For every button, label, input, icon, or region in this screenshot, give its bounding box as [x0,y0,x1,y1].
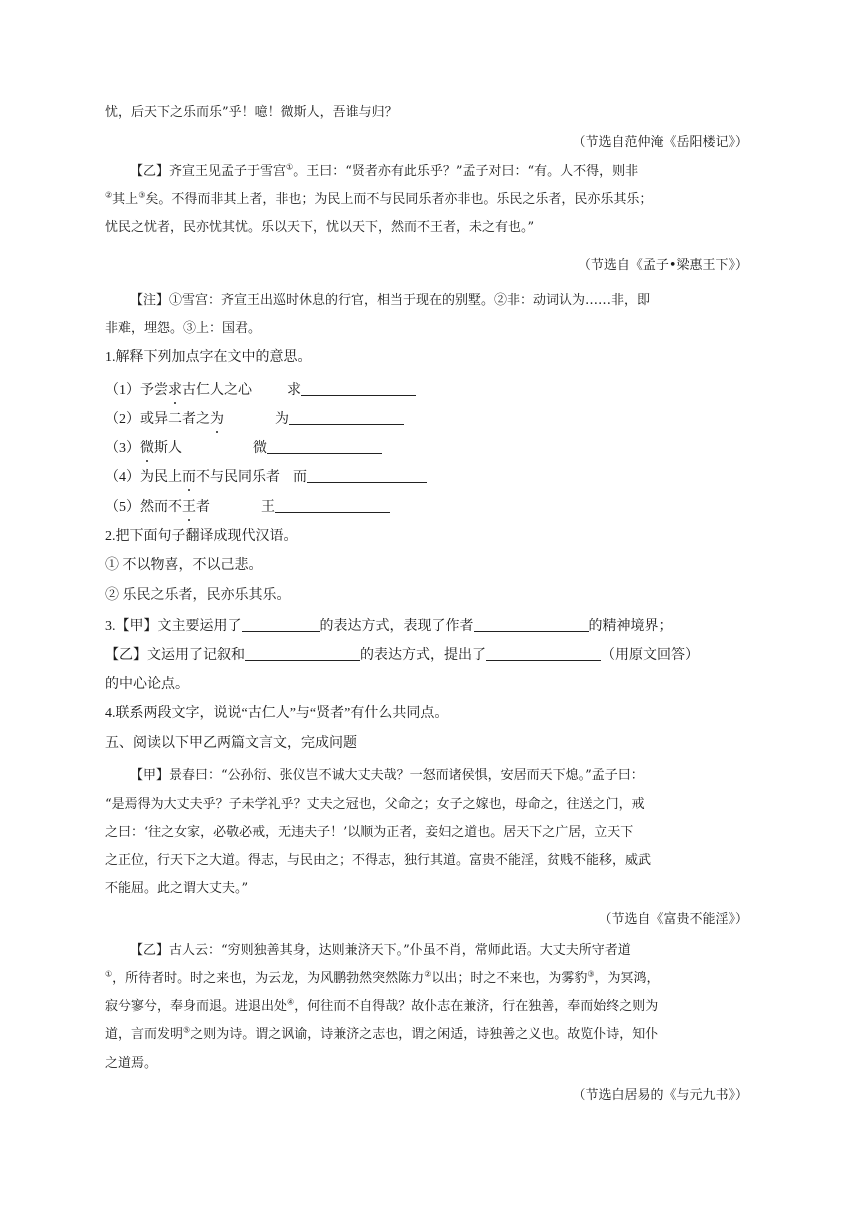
question-sentence: ② 乐民之乐者，民亦乐其乐。 [105,588,291,603]
question-4: 4.联系两段文字，说说“古仁人”与“贤者”有什么共同点。 [105,706,449,721]
passage-line: 忧，后天下之乐而乐”乎！噫！微斯人，吾谁与归？ [105,105,398,120]
question-2-title: 2.把下面句子翻译成现代汉语。 [105,529,298,544]
answer-blank[interactable] [486,646,601,661]
passage-line: 忧民之忧者，民亦忧其忧。乐以天下，忧以天下，然而不王者，未之有也。” [105,220,535,235]
source-citation: （节选白居易的《与元九书》） [572,1088,748,1103]
footnote-mark: ① [105,969,113,979]
passage-line: 寂兮寥兮，奉身而退。进退出处④，何往而不自得哉？故仆志在兼济，行在独善，奉而始终之则为 [105,997,659,1014]
answer-blank[interactable] [301,381,416,396]
source-citation: （节选自《孟子•梁惠王下》） [577,258,748,273]
passage-line: 不能屈。此之谓大丈夫。” [105,881,249,896]
passage-line: 【乙】古人云：“穷则独善其身，达则兼济天下。”仆虽不肖，常师此语。大丈夫所守者道 [130,943,631,958]
passage-line: 【甲】景春曰：“公孙衍、张仪岂不诚大丈夫哉？一怒而诸侯惧，安居而天下熄。”孟子曰： [130,768,644,783]
question-sentence: ① 不以物喜，不以己悲。 [105,558,263,573]
answer-blank[interactable] [242,617,320,632]
question-3: 【乙】文运用了记叙和 的表达方式，提出了 （用原文回答） [105,648,699,663]
question-item: （2）或异二者之为 为 [105,410,755,429]
answer-blank[interactable] [307,468,427,483]
question-item: （5）然而不王者 王 [105,498,755,517]
answer-blank[interactable] [474,617,589,632]
passage-line: 【乙】齐宣王见孟子于雪宫①。王曰：“贤者亦有此乐乎？”孟子对曰：“有。人不得，则非 [130,162,639,179]
dotted-char: 王 [182,500,196,515]
answer-blank[interactable] [267,439,382,454]
question-item: （3）微斯人 微 [105,439,755,458]
footnote-mark: ② [105,190,113,200]
passage-line: 之正位，行天下之大道。得志，与民由之；不得志，独行其道。富贵不能淫，贫贱不能移，威武 [105,853,652,868]
passage-line: 之曰：‘往之女家，必敬必戒，无违夫子！’以顺为正者，妾妇之道也。居天下之广居，立天下 [105,825,634,840]
answer-blank[interactable] [245,646,360,661]
annotation-note: 【注】①雪宫：齐宣王出巡时休息的行官，相当于现在的别墅。②非：动词认为……非，即 [130,293,651,308]
source-citation: （节选自《富贵不能淫》） [598,912,748,927]
footnote-mark: ⑤ [183,1025,191,1035]
question-1-title: 1.解释下列加点字在文中的意思。 [105,350,312,365]
question-3: 的中心论点。 [105,677,189,692]
passage-line: 之道焉。 [105,1056,158,1071]
passage-line: ①，所待者时。时之来也，为云龙，为风鹏勃然突然陈力②以出；时之不来也，为雾豹③，为冥鸿， [105,969,660,986]
dotted-char: 求 [168,383,182,398]
answer-blank[interactable] [275,498,390,513]
question-3: 3.【甲】文主要运用了 的表达方式，表现了作者 的精神境界； [105,619,673,634]
passage-line: “是焉得为大丈夫乎？子未学礼乎？丈夫之冠也，父命之；女子之嫁也，母命之，往送之门，戒 [105,797,645,812]
footnote-mark: ④ [287,997,295,1007]
section-title: 五、阅读以下甲乙两篇文言文，完成问题 [105,736,357,751]
dotted-char: 而 [182,470,196,485]
footnote-mark: ③ [587,969,595,979]
footnote-mark: ③ [138,190,146,200]
dotted-char: 为 [210,412,224,427]
footnote-mark: ① [286,162,294,172]
dotted-char: 微 [140,441,154,456]
source-citation: （节选自范仲淹《岳阳楼记》） [572,135,748,150]
question-item: （1）予尝求古仁人之心 求 [105,381,755,400]
footnote-mark: ② [424,969,432,979]
passage-line: ②其上③矣。不得而非其上者，非也；为民上而不与民同乐者亦非也。乐民之乐者，民亦乐其乐； [105,190,653,207]
question-item: （4）为民上而不与民同乐者 而 [105,468,755,487]
annotation-note: 非难，埋怨。③上：国君。 [105,321,262,336]
answer-blank[interactable] [289,410,404,425]
passage-line: 道，言而发明⑤之则为诗。谓之讽谕，诗兼济之志也，谓之闲适，诗独善之义也。故览仆诗，知仆 [105,1025,659,1042]
